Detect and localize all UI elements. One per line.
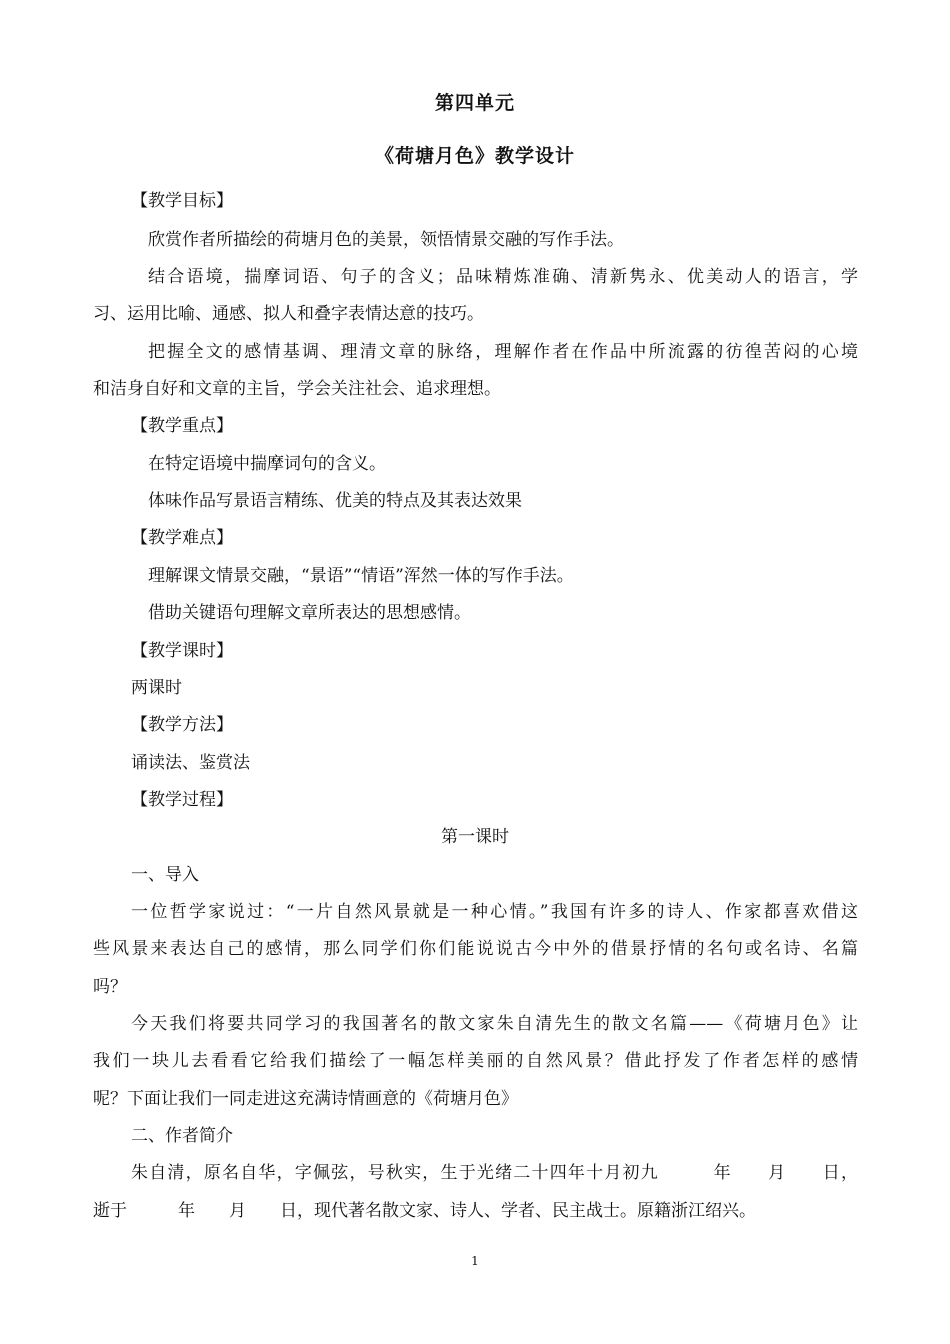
process-heading: 【教学过程】: [131, 790, 233, 810]
bio-line-1: 朱自清，原名自华，字佩弦，号秋实，生于光绪二十四年十月初九 年 月 日，: [131, 1163, 858, 1183]
intro-p2-line-2: 我们一块儿去看看它给我们描绘了一幅怎样美丽的自然风景？借此抒发了作者怎样的感情: [93, 1051, 858, 1071]
unit-title: 第四单元: [434, 92, 515, 114]
intro-p1-line-3: 吗？: [93, 977, 127, 997]
key-heading: 【教学重点】: [131, 416, 233, 436]
intro-p2-line-3: 呢？下面让我们一同走进这充满诗情画意的《荷塘月色》: [93, 1089, 518, 1109]
bio-line-2: 逝于 年 月 日，现代著名散文家、诗人、学者、民主战士。原籍浙江绍兴。: [93, 1201, 756, 1221]
difficulty-heading: 【教学难点】: [131, 528, 233, 548]
key-2: 体味作品写景语言精练、优美的特点及其表达效果: [148, 491, 522, 511]
hours-value: 两课时: [131, 678, 182, 698]
page-number: 1: [471, 1254, 479, 1268]
goal-2-line-2: 习、运用比喻、通感、拟人和叠字表情达意的技巧。: [93, 304, 484, 324]
method-heading: 【教学方法】: [131, 715, 233, 735]
lesson-title: 《荷塘月色》教学设计: [374, 145, 575, 167]
section-1-heading: 一、导入: [131, 865, 199, 885]
difficulty-2: 借助关键语句理解文章所表达的思想感情。: [148, 603, 471, 623]
key-1: 在特定语境中揣摩词句的含义。: [148, 454, 386, 474]
method-value: 诵读法、鉴赏法: [131, 753, 250, 773]
intro-p2-line-1: 今天我们将要共同学习的我国著名的散文家朱自清先生的散文名篇——《荷塘月色》让: [131, 1014, 858, 1034]
intro-p1-line-1: 一位哲学家说过：“一片自然风景就是一种心情。”我国有许多的诗人、作家都喜欢借这: [131, 902, 858, 922]
goal-2-line-1: 结合语境，揣摩词语、句子的含义；品味精炼准确、清新隽永、优美动人的语言，学: [148, 267, 858, 287]
difficulty-1: 理解课文情景交融，“景语”“情语”浑然一体的写作手法。: [148, 566, 574, 586]
goal-3-line-2: 和洁身自好和文章的主旨，学会关注社会、追求理想。: [93, 379, 501, 399]
goal-3-line-1: 把握全文的感情基调、理清文章的脉络，理解作者在作品中所流露的彷徨苦闷的心境: [148, 342, 858, 362]
intro-p1-line-2: 些风景来表达自己的感情，那么同学们你们能说说古今中外的借景抒情的名句或名诗、名篇: [93, 939, 858, 959]
hours-heading: 【教学课时】: [131, 641, 233, 661]
goals-heading: 【教学目标】: [131, 191, 233, 211]
goal-1: 欣赏作者所描绘的荷塘月色的美景，领悟情景交融的写作手法。: [148, 230, 624, 250]
section-2-heading: 二、作者简介: [131, 1126, 233, 1146]
period-title: 第一课时: [441, 827, 509, 847]
